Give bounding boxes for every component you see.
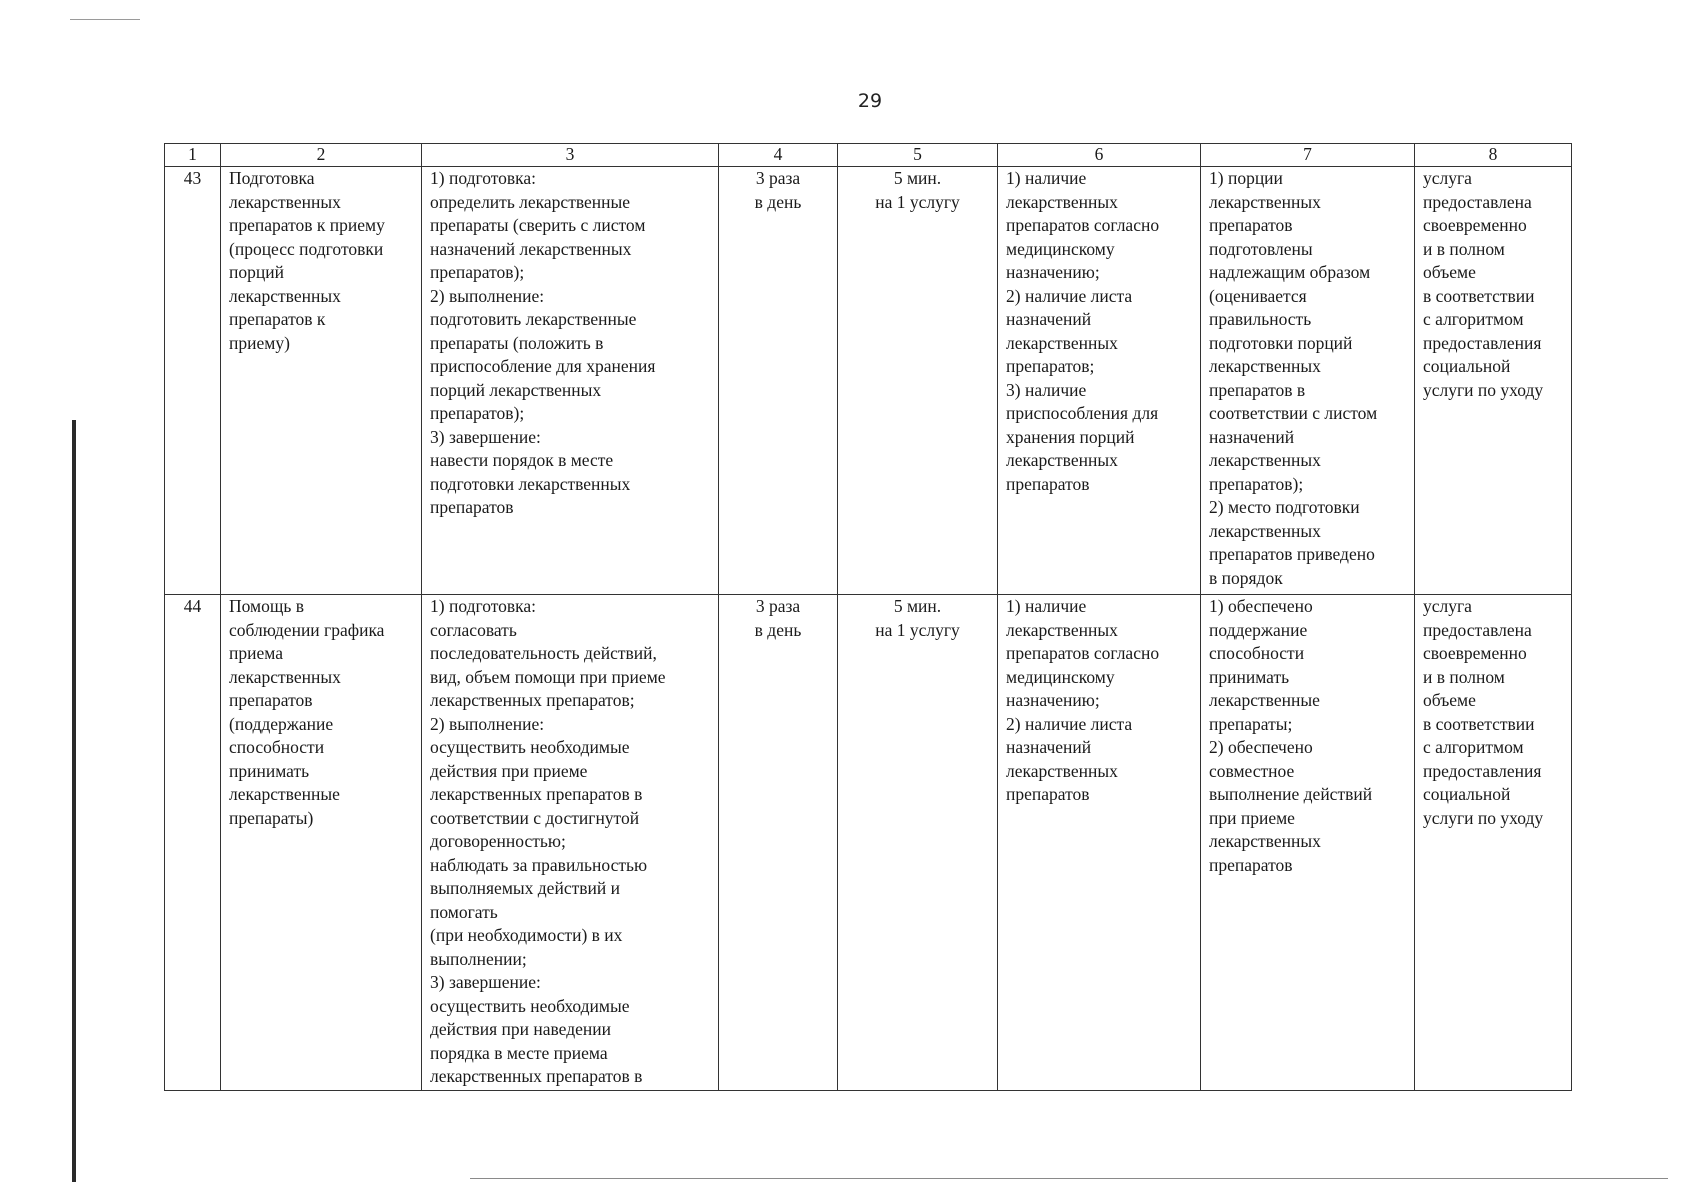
quality-indicators: 1) порции лекарственных препаратов подготовлены надлежащим образом (оценивается правильность подготовки порций лекарственных препаратов в соответствии с листом назначений лекарственных препаратов); 2) место подготовки лекарственных препаратов приведено в порядок	[1201, 167, 1415, 595]
table-row	[165, 167, 1572, 595]
column-number-row	[165, 144, 1572, 167]
service-duration: 5 мин. на 1 услугу	[838, 595, 998, 1091]
service-result: услуга предоставлена своевременно и в полном объеме в соответствии с алгоритмом предоставления социальной услуги по уходу	[1415, 595, 1572, 1091]
service-duration: 5 мин. на 1 услугу	[838, 167, 998, 595]
service-frequency: 3 раза в день	[719, 167, 838, 595]
quality-indicators: 1) обеспечено поддержание способности принимать лекарственные препараты; 2) обеспечено совместное выполнение действий при приеме лекарственных препаратов	[1201, 595, 1415, 1091]
column-number-5: 5	[838, 144, 998, 167]
column-number-6: 6	[998, 144, 1201, 167]
column-number-4: 4	[719, 144, 838, 167]
table-row	[165, 595, 1572, 1091]
service-conditions: 1) наличие лекарственных препаратов согласно медицинскому назначению; 2) наличие листа назначений лекарственных препаратов; 3) наличие приспособления для хранения порций лекарственных препаратов	[998, 167, 1201, 595]
service-description: 1) подготовка: определить лекарственные препараты (сверить с листом назначений лекарственных препаратов); 2) выполнение: подготовить лекарственные препараты (положить в приспособление для хранения порций лекарственных препаратов); 3) завершение: навести порядок в месте подготовки лекарственных препаратов	[422, 167, 719, 595]
scan-artifact-bottom-line	[470, 1178, 1668, 1179]
column-number-8: 8	[1415, 144, 1572, 167]
service-frequency: 3 раза в день	[719, 595, 838, 1091]
service-name: Помощь в соблюдении графика приема лекарственных препаратов (поддержание способности принимать лекарственные препараты)	[221, 595, 422, 1091]
scan-artifact-left-bar	[72, 420, 76, 1182]
column-number-7: 7	[1201, 144, 1415, 167]
service-description: 1) подготовка: согласовать последовательность действий, вид, объем помощи при приеме лекарственных препаратов; 2) выполнение: осуществить необходимые действия при приеме лекарственных препаратов в соответствии с достигнутой договоренностью; наблюдать за правильностью выполняемых действий и помогать (при необходимости) в их выполнении; 3) завершение: осуществить необходимые действия при наведении порядка в месте приема лекарственных препаратов в	[422, 595, 719, 1091]
page-number: 29	[857, 90, 883, 112]
row-number: 44	[165, 595, 221, 1091]
column-number-3: 3	[422, 144, 719, 167]
service-result: услуга предоставлена своевременно и в полном объеме в соответствии с алгоритмом предоставления социальной услуги по уходу	[1415, 167, 1572, 595]
row-number: 43	[165, 167, 221, 595]
service-name: Подготовка лекарственных препаратов к приему (процесс подготовки порций лекарственных препаратов к приему)	[221, 167, 422, 595]
service-conditions: 1) наличие лекарственных препаратов согласно медицинскому назначению; 2) наличие листа назначений лекарственных препаратов	[998, 595, 1201, 1091]
scan-artifact-top	[70, 19, 140, 20]
column-number-2: 2	[221, 144, 422, 167]
column-number-1: 1	[165, 144, 221, 167]
services-table	[164, 143, 1572, 1091]
